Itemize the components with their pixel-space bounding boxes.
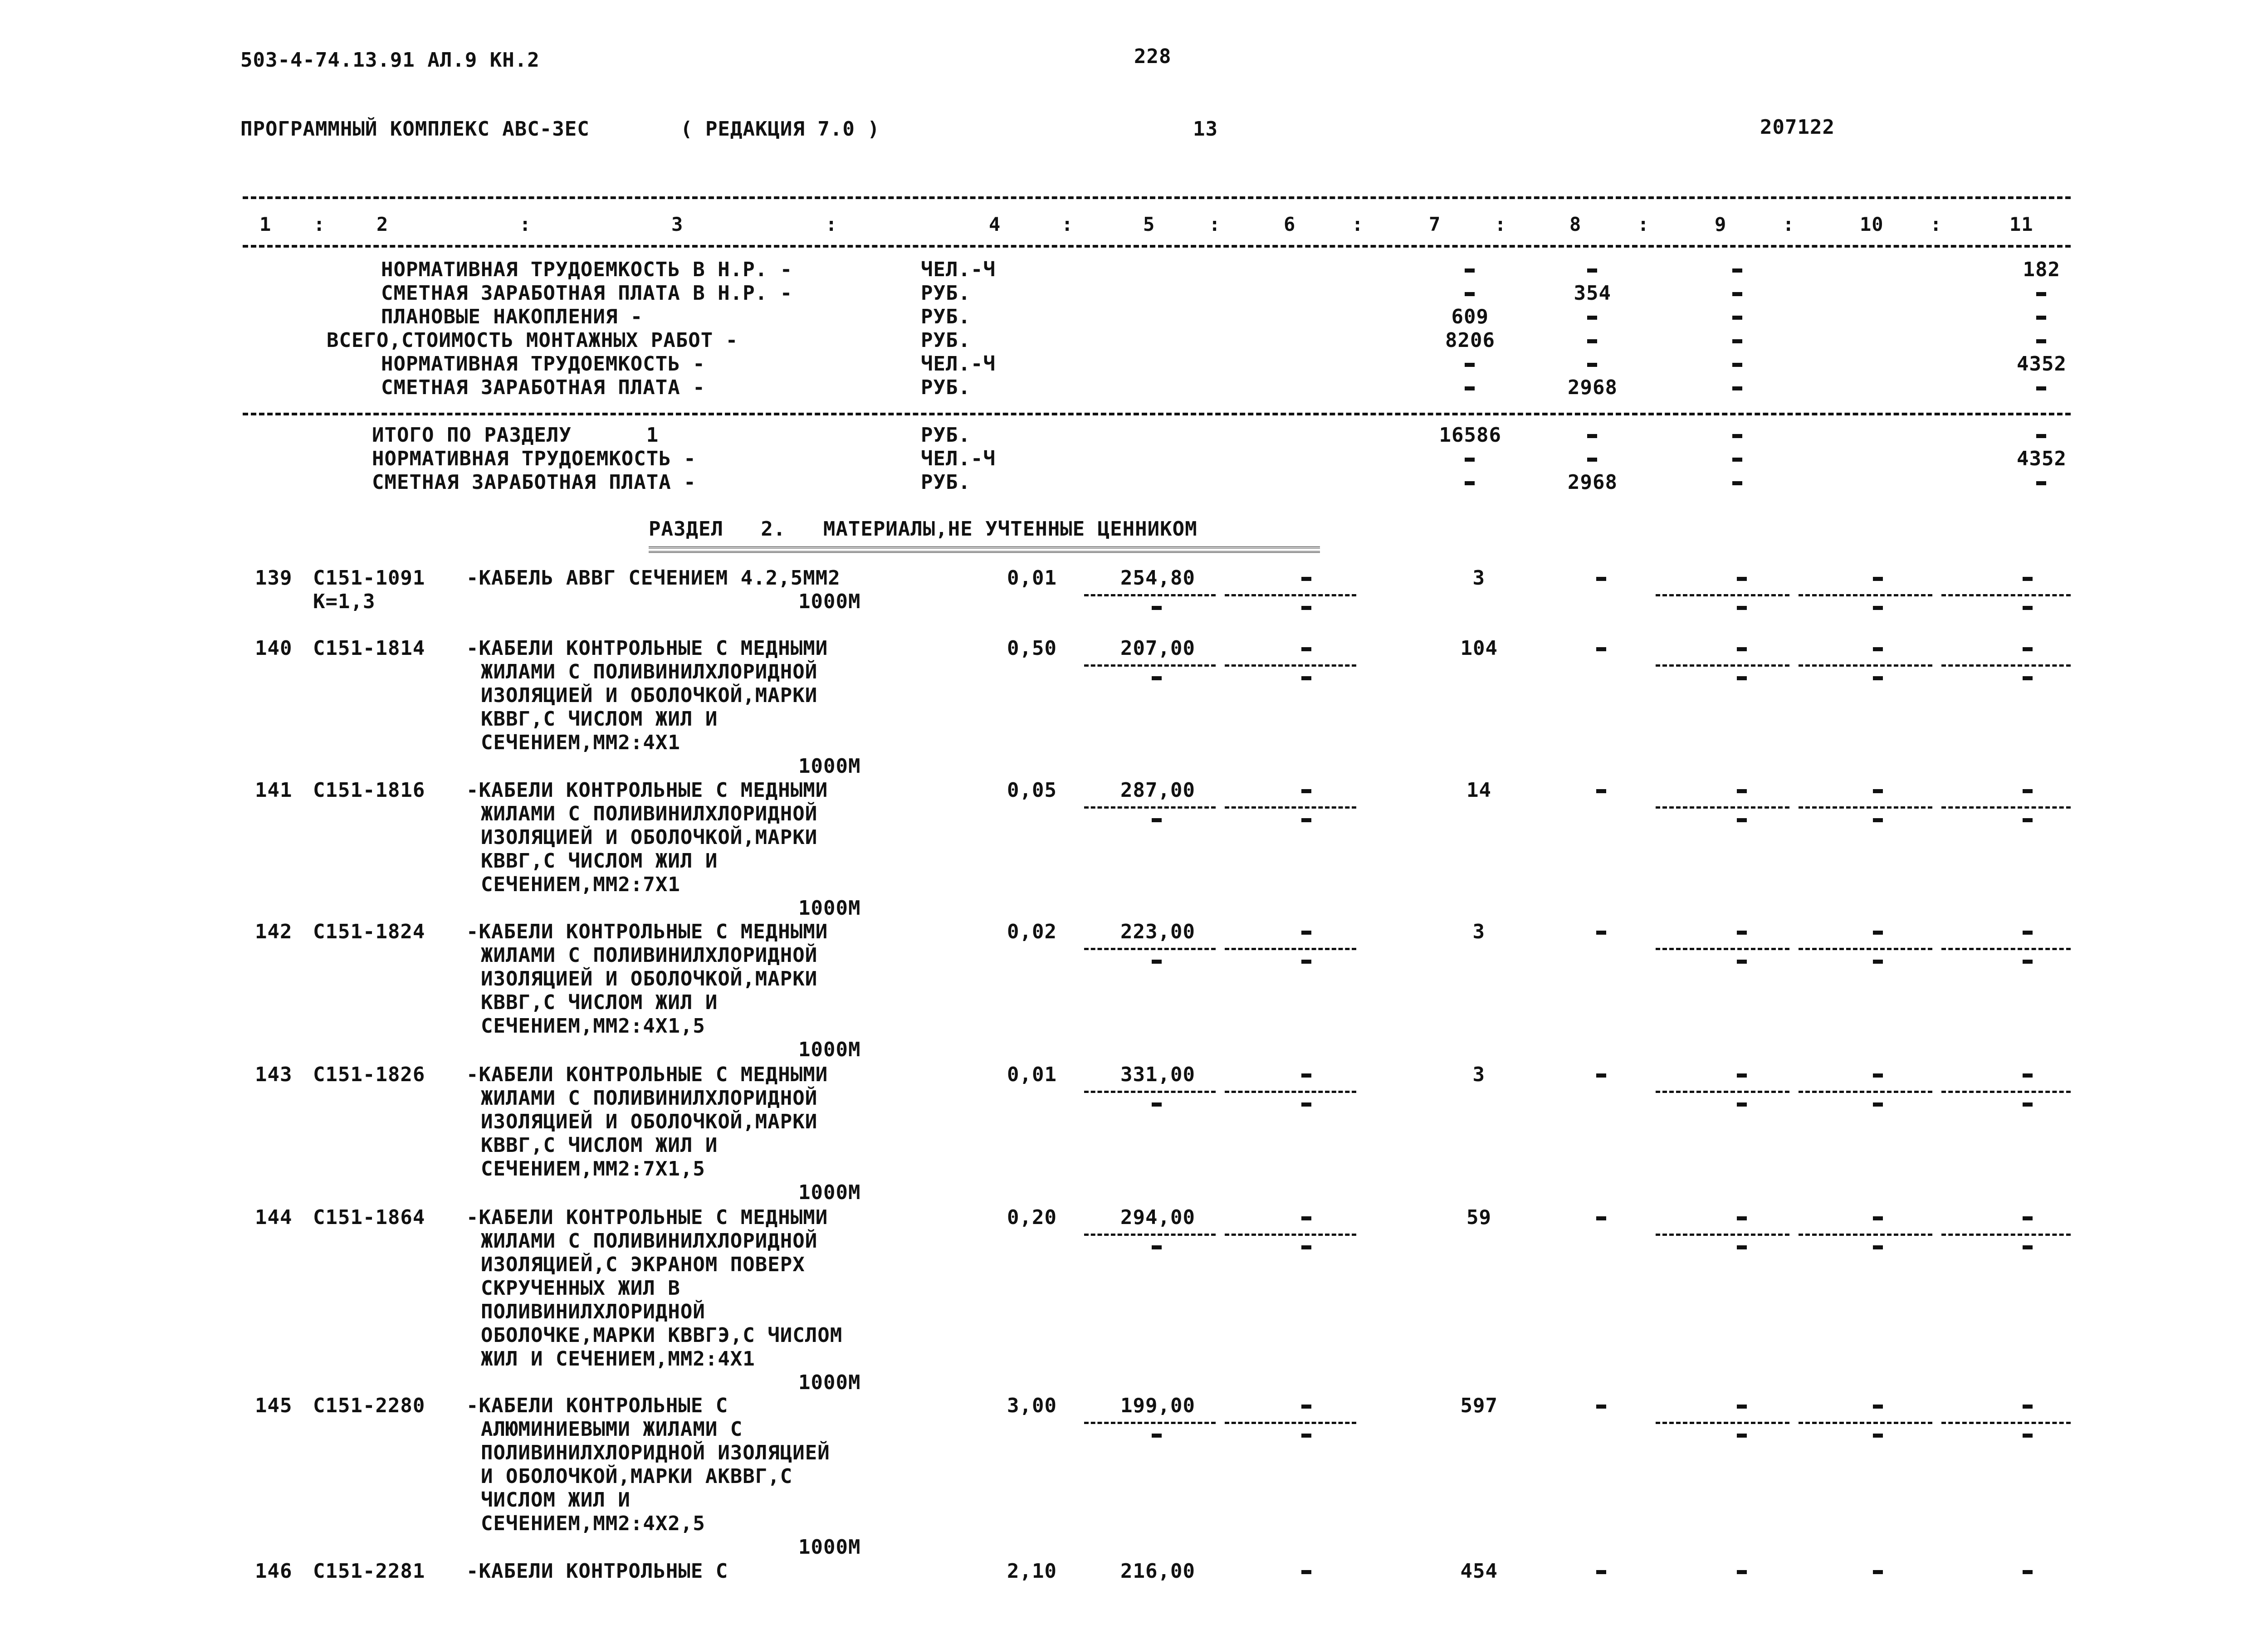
item-col7: 3	[1472, 1063, 1485, 1086]
item-description-line: СЕЧЕНИЕМ,ММ2:7Х1	[481, 873, 680, 896]
item-description-line: КВВГ,С ЧИСЛОМ ЖИЛ И	[481, 1134, 718, 1157]
item-subtotal-dash	[2023, 1434, 2033, 1438]
item-col9-rule	[1656, 806, 1789, 809]
item-price: 207,00	[1120, 637, 1195, 660]
item-quantity: 0,02	[1007, 920, 1057, 943]
item-subtotal-dash	[1152, 1102, 1162, 1107]
summary-label: НОРМАТИВНАЯ ТРУДОЕМКОСТЬ -	[372, 447, 696, 470]
item-code: С151-2281	[313, 1560, 425, 1583]
item-col6-rule	[1225, 806, 1356, 809]
item-subtotal-dash	[1301, 960, 1311, 964]
column-header-11: 11	[2009, 213, 2033, 235]
item-description-line: СЕЧЕНИЕМ,ММ2:7Х1,5	[481, 1157, 705, 1180]
item-subtotal-dash	[1737, 1245, 1747, 1249]
summary-c7-dash	[1465, 363, 1475, 367]
summary-unit: РУБ.	[921, 305, 971, 328]
item-subtotal-dash	[1737, 606, 1747, 610]
item-col9-dash	[1737, 1073, 1747, 1078]
item-description-line: АЛЮМИНИЕВЫМИ ЖИЛАМИ С	[481, 1418, 743, 1441]
item-subtotal-dash	[1873, 960, 1883, 964]
item-description-line: -КАБЕЛИ КОНТРОЛЬНЫЕ С	[466, 1394, 728, 1417]
column-separator: :	[1209, 213, 1221, 235]
column-separator: :	[826, 213, 838, 235]
item-price-rule	[1084, 1422, 1216, 1424]
doc-code: 503-4-74.13.91 АЛ.9 КН.2	[240, 49, 540, 72]
item-description-line: СКРУЧЕННЫХ ЖИЛ В	[481, 1277, 680, 1300]
column-header-3: 3	[671, 213, 684, 235]
item-col9-rule	[1656, 948, 1789, 950]
item-subtotal-dash	[1873, 676, 1883, 680]
item-subtotal-dash	[1737, 960, 1747, 964]
item-col11-rule	[1941, 1234, 2071, 1236]
column-header-4: 4	[989, 213, 1001, 235]
item-unit: 1000М	[798, 1038, 861, 1061]
item-subtotal-dash	[2023, 676, 2033, 680]
sheet-number: 13	[1193, 117, 1218, 141]
summary-unit: РУБ.	[921, 329, 971, 352]
summary-unit: ЧЕЛ.-Ч	[921, 447, 996, 470]
item-description-line: ЖИЛАМИ С ПОЛИВИНИЛХЛОРИДНОЙ	[481, 1229, 818, 1253]
summary-label: СМЕТНАЯ ЗАРАБОТНАЯ ПЛАТА -	[372, 471, 696, 494]
item-description-line: ИЗОЛЯЦИЕЙ И ОБОЛОЧКОЙ,МАРКИ	[481, 1110, 818, 1133]
item-col8-dash	[1596, 1216, 1606, 1220]
item-col9-dash	[1737, 647, 1747, 651]
item-code: С151-1824	[313, 920, 425, 943]
item-number: 143	[255, 1063, 293, 1086]
item-price: 294,00	[1120, 1206, 1195, 1229]
item-description-line: СЕЧЕНИЕМ,ММ2:4Х2,5	[481, 1512, 705, 1535]
section-title: РАЗДЕЛ 2. МАТЕРИАЛЫ,НЕ УЧТЕННЫЕ ЦЕННИКОМ	[649, 517, 1198, 541]
item-description-line: -КАБЕЛИ КОНТРОЛЬНЫЕ С МЕДНЫМИ	[466, 637, 828, 660]
item-col11-dash	[2023, 1570, 2033, 1574]
column-header-1: 1	[259, 213, 272, 235]
item-subtotal-dash	[1737, 818, 1747, 822]
summary-c8: 354	[1574, 282, 1611, 305]
item-subtotal-dash	[2023, 818, 2033, 822]
item-col7: 3	[1472, 566, 1485, 590]
item-description-line: -КАБЕЛИ КОНТРОЛЬНЫЕ С МЕДНЫМИ	[466, 920, 828, 943]
column-header-2: 2	[376, 213, 389, 235]
item-subtotal-dash	[1873, 1245, 1883, 1249]
date-code: 207122	[1760, 116, 1835, 139]
item-col7: 14	[1466, 779, 1491, 802]
column-header-7: 7	[1429, 213, 1441, 235]
item-col11-rule	[1941, 1422, 2071, 1424]
summary-c11-dash	[2036, 386, 2046, 390]
column-separator: :	[1352, 213, 1364, 235]
summary-rule	[243, 413, 2071, 415]
item-number: 140	[255, 637, 293, 660]
item-unit: 1000М	[798, 897, 861, 920]
item-number: 145	[255, 1394, 293, 1417]
item-price-rule	[1084, 1234, 1216, 1236]
item-col9-dash	[1737, 1405, 1747, 1409]
summary-c7: 609	[1451, 305, 1489, 328]
item-description-line: КВВГ,С ЧИСЛОМ ЖИЛ И	[481, 991, 718, 1014]
item-description-line: -КАБЕЛИ КОНТРОЛЬНЫЕ С МЕДНЫМИ	[466, 1206, 828, 1229]
item-description-line: -КАБЕЛИ КОНТРОЛЬНЫЕ С МЕДНЫМИ	[466, 779, 828, 802]
item-price-rule	[1084, 664, 1216, 667]
item-subtotal-dash	[1152, 606, 1162, 610]
column-separator: :	[1061, 213, 1074, 235]
item-col11-dash	[2023, 1073, 2033, 1078]
item-description-line: ИЗОЛЯЦИЕЙ И ОБОЛОЧКОЙ,МАРКИ	[481, 684, 818, 707]
item-subtotal-dash	[2023, 606, 2033, 610]
summary-c11: 4352	[2017, 447, 2067, 470]
summary-c8-dash	[1587, 316, 1597, 320]
item-price: 254,80	[1120, 566, 1195, 590]
column-header-6: 6	[1284, 213, 1296, 235]
item-col10-dash	[1873, 1570, 1883, 1574]
item-unit: 1000М	[798, 1371, 861, 1394]
item-subtotal-dash	[1152, 1434, 1162, 1438]
item-col6-dash	[1301, 1570, 1311, 1574]
summary-c11-dash	[2036, 339, 2046, 343]
column-separator: :	[1783, 213, 1795, 235]
item-quantity: 0,50	[1007, 637, 1057, 660]
item-subtotal-dash	[1152, 676, 1162, 680]
item-description-line: ПОЛИВИНИЛХЛОРИДНОЙ ИЗОЛЯЦИЕЙ	[481, 1441, 830, 1464]
column-header-9: 9	[1715, 213, 1727, 235]
item-subtotal-dash	[1737, 1434, 1747, 1438]
item-col6-dash	[1301, 577, 1311, 581]
item-subtotal-dash	[1152, 818, 1162, 822]
item-col7: 59	[1466, 1206, 1491, 1229]
item-col9-rule	[1656, 594, 1789, 596]
item-quantity: 0,05	[1007, 779, 1057, 802]
column-separator: :	[519, 213, 532, 235]
item-description-line: ОБОЛОЧКЕ,МАРКИ КВВГЭ,С ЧИСЛОМ	[481, 1324, 843, 1347]
program-name: ПРОГРАММНЫЙ КОМПЛЕКС АВС-3ЕС	[240, 117, 590, 141]
item-description-line: ЖИЛАМИ С ПОЛИВИНИЛХЛОРИДНОЙ	[481, 802, 818, 825]
item-subtotal-dash	[1301, 1434, 1311, 1438]
item-col10-rule	[1799, 806, 1932, 809]
item-unit: 1000М	[798, 1181, 861, 1204]
item-description-line: ИЗОЛЯЦИЕЙ,С ЭКРАНОМ ПОВЕРХ	[481, 1253, 805, 1276]
summary-unit: ЧЕЛ.-Ч	[921, 352, 996, 376]
summary-c7-dash	[1465, 386, 1475, 390]
item-col11-rule	[1941, 806, 2071, 809]
item-description-line: ИЗОЛЯЦИЕЙ И ОБОЛОЧКОЙ,МАРКИ	[481, 967, 818, 990]
item-col6-rule	[1225, 948, 1356, 950]
item-subtotal-dash	[1873, 606, 1883, 610]
item-subtotal-dash	[1301, 676, 1311, 680]
summary-c7-dash	[1465, 292, 1475, 296]
item-col7: 3	[1472, 920, 1485, 943]
item-description-line: -КАБЕЛИ КОНТРОЛЬНЫЕ С	[466, 1560, 728, 1583]
item-description-line: СЕЧЕНИЕМ,ММ2:4Х1	[481, 731, 680, 754]
item-col6-rule	[1225, 1234, 1356, 1236]
item-col7: 597	[1460, 1394, 1498, 1417]
column-header-rule	[243, 245, 2071, 248]
item-subtotal-dash	[1301, 1102, 1311, 1107]
item-col10-dash	[1873, 1405, 1883, 1409]
item-col11-dash	[2023, 931, 2033, 935]
item-col8-dash	[1596, 1405, 1606, 1409]
item-number: 142	[255, 920, 293, 943]
item-description-line: И ОБОЛОЧКОЙ,МАРКИ АКВВГ,С	[481, 1465, 793, 1488]
item-col9-rule	[1656, 664, 1789, 667]
summary-label: СМЕТНАЯ ЗАРАБОТНАЯ ПЛАТА -	[381, 376, 705, 399]
item-price: 199,00	[1120, 1394, 1195, 1417]
column-header-8: 8	[1569, 213, 1582, 235]
column-header-5: 5	[1143, 213, 1155, 235]
summary-label: НОРМАТИВНАЯ ТРУДОЕМКОСТЬ -	[381, 352, 705, 376]
item-col8-dash	[1596, 789, 1606, 793]
item-description-line: КВВГ,С ЧИСЛОМ ЖИЛ И	[481, 707, 718, 731]
summary-c7-dash	[1465, 481, 1475, 485]
item-unit: 1000М	[798, 590, 861, 613]
item-col9-dash	[1737, 1570, 1747, 1574]
summary-c7-dash	[1465, 458, 1475, 462]
summary-c11-dash	[2036, 292, 2046, 296]
item-col6-dash	[1301, 931, 1311, 935]
summary-c7: 8206	[1445, 329, 1495, 352]
item-col6-rule	[1225, 1091, 1356, 1093]
item-unit: 1000М	[798, 1536, 861, 1559]
item-coefficient: К=1,3	[313, 590, 376, 613]
item-col11-rule	[1941, 594, 2071, 596]
item-description-line: СЕЧЕНИЕМ,ММ2:4Х1,5	[481, 1015, 705, 1038]
item-description-line: -КАБЕЛИ КОНТРОЛЬНЫЕ С МЕДНЫМИ	[466, 1063, 828, 1086]
item-col11-dash	[2023, 789, 2033, 793]
summary-label: СМЕТНАЯ ЗАРАБОТНАЯ ПЛАТА В Н.Р. -	[381, 282, 793, 305]
item-col11-dash	[2023, 1405, 2033, 1409]
item-col10-dash	[1873, 647, 1883, 651]
item-number: 141	[255, 779, 293, 802]
item-code: С151-1864	[313, 1206, 425, 1229]
item-subtotal-dash	[2023, 1102, 2033, 1107]
summary-c11-dash	[2036, 481, 2046, 485]
item-col6-dash	[1301, 789, 1311, 793]
item-price: 331,00	[1120, 1063, 1195, 1086]
summary-c9-dash	[1732, 386, 1742, 390]
item-col9-rule	[1656, 1091, 1789, 1093]
item-description-line: ЖИЛАМИ С ПОЛИВИНИЛХЛОРИДНОЙ	[481, 660, 818, 683]
item-price-rule	[1084, 1091, 1216, 1093]
item-code: С151-1814	[313, 637, 425, 660]
item-col11-rule	[1941, 664, 2071, 667]
summary-c8-dash	[1587, 363, 1597, 367]
item-subtotal-dash	[2023, 960, 2033, 964]
item-description-line: ЧИСЛОМ ЖИЛ И	[481, 1488, 631, 1512]
summary-c9-dash	[1732, 268, 1742, 273]
item-subtotal-dash	[2023, 1245, 2033, 1249]
item-subtotal-dash	[1873, 818, 1883, 822]
item-col11-dash	[2023, 1216, 2033, 1220]
item-description-line: КВВГ,С ЧИСЛОМ ЖИЛ И	[481, 849, 718, 873]
summary-c8-dash	[1587, 339, 1597, 343]
item-description-line: ЖИЛАМИ С ПОЛИВИНИЛХЛОРИДНОЙ	[481, 1087, 818, 1110]
item-description-line: ЖИЛ И СЕЧЕНИЕМ,ММ2:4Х1	[481, 1347, 755, 1371]
item-col8-dash	[1596, 577, 1606, 581]
table-top-rule	[243, 196, 2071, 199]
item-col6-dash	[1301, 1405, 1311, 1409]
summary-c7: 16586	[1439, 424, 1501, 447]
summary-c11-dash	[2036, 316, 2046, 320]
item-quantity: 2,10	[1007, 1560, 1057, 1583]
item-number: 146	[255, 1560, 293, 1583]
item-quantity: 3,00	[1007, 1394, 1057, 1417]
item-col6-rule	[1225, 594, 1356, 596]
item-col10-dash	[1873, 1216, 1883, 1220]
item-code: С151-1826	[313, 1063, 425, 1086]
item-subtotal-dash	[1152, 1245, 1162, 1249]
summary-c9-dash	[1732, 292, 1742, 296]
item-col9-rule	[1656, 1422, 1789, 1424]
item-unit: 1000М	[798, 755, 861, 778]
item-col9-dash	[1737, 577, 1747, 581]
summary-label: ВСЕГО,СТОИМОСТЬ МОНТАЖНЫХ РАБОТ -	[327, 329, 738, 352]
item-subtotal-dash	[1737, 1102, 1747, 1107]
item-col10-rule	[1799, 1234, 1932, 1236]
item-subtotal-dash	[1873, 1102, 1883, 1107]
summary-c9-dash	[1732, 458, 1742, 462]
item-price: 223,00	[1120, 920, 1195, 943]
item-col10-dash	[1873, 789, 1883, 793]
item-number: 144	[255, 1206, 293, 1229]
summary-c11: 182	[2023, 258, 2060, 281]
item-price-rule	[1084, 806, 1216, 809]
item-col9-dash	[1737, 1216, 1747, 1220]
item-col10-rule	[1799, 948, 1932, 950]
item-col6-dash	[1301, 1216, 1311, 1220]
item-price-rule	[1084, 948, 1216, 950]
item-quantity: 0,01	[1007, 566, 1057, 590]
item-subtotal-dash	[1873, 1434, 1883, 1438]
item-col11-rule	[1941, 1091, 2071, 1093]
item-price: 287,00	[1120, 779, 1195, 802]
column-header-10: 10	[1860, 213, 1884, 235]
item-col10-rule	[1799, 664, 1932, 667]
item-col7: 454	[1460, 1560, 1498, 1583]
summary-c9-dash	[1732, 481, 1742, 485]
item-code: С151-1091	[313, 566, 425, 590]
page-number: 228	[1134, 45, 1172, 68]
summary-unit: ЧЕЛ.-Ч	[921, 258, 996, 281]
item-col6-dash	[1301, 647, 1311, 651]
item-col9-dash	[1737, 931, 1747, 935]
item-col11-rule	[1941, 948, 2071, 950]
item-col8-dash	[1596, 931, 1606, 935]
item-code: С151-1816	[313, 779, 425, 802]
item-description-line: ПОЛИВИНИЛХЛОРИДНОЙ	[481, 1300, 705, 1323]
summary-c8-dash	[1587, 268, 1597, 273]
summary-c9-dash	[1732, 363, 1742, 367]
item-col8-dash	[1596, 647, 1606, 651]
item-col10-rule	[1799, 594, 1932, 596]
item-col9-rule	[1656, 1234, 1789, 1236]
summary-c8-dash	[1587, 458, 1597, 462]
item-col7: 104	[1460, 637, 1498, 660]
item-quantity: 0,01	[1007, 1063, 1057, 1086]
item-quantity: 0,20	[1007, 1206, 1057, 1229]
section-title-underline	[649, 546, 1320, 553]
item-price: 216,00	[1120, 1560, 1195, 1583]
summary-unit: РУБ.	[921, 424, 971, 447]
column-separator: :	[1637, 213, 1650, 235]
item-col10-rule	[1799, 1091, 1932, 1093]
item-description-line: ЖИЛАМИ С ПОЛИВИНИЛХЛОРИДНОЙ	[481, 944, 818, 967]
item-description-line: ИЗОЛЯЦИЕЙ И ОБОЛОЧКОЙ,МАРКИ	[481, 826, 818, 849]
summary-c9-dash	[1732, 339, 1742, 343]
item-col8-dash	[1596, 1570, 1606, 1574]
summary-c8: 2968	[1568, 471, 1618, 494]
summary-label: ПЛАНОВЫЕ НАКОПЛЕНИЯ -	[381, 305, 643, 328]
summary-unit: РУБ.	[921, 376, 971, 399]
summary-c8-dash	[1587, 434, 1597, 438]
item-col11-dash	[2023, 577, 2033, 581]
item-col10-dash	[1873, 1073, 1883, 1078]
summary-c11-dash	[2036, 434, 2046, 438]
item-subtotal-dash	[1301, 818, 1311, 822]
item-col6-rule	[1225, 664, 1356, 667]
summary-label: ИТОГО ПО РАЗДЕЛУ 1	[372, 424, 659, 447]
summary-c7-dash	[1465, 268, 1475, 273]
item-col6-dash	[1301, 1073, 1311, 1078]
item-col10-dash	[1873, 577, 1883, 581]
program-edition: ( РЕДАКЦИЯ 7.0 )	[680, 117, 880, 141]
item-subtotal-dash	[1301, 1245, 1311, 1249]
item-subtotal-dash	[1301, 606, 1311, 610]
item-price-rule	[1084, 594, 1216, 596]
item-col10-rule	[1799, 1422, 1932, 1424]
item-col9-dash	[1737, 789, 1747, 793]
column-separator: :	[313, 213, 326, 235]
item-col10-dash	[1873, 931, 1883, 935]
summary-c8: 2968	[1568, 376, 1618, 399]
item-subtotal-dash	[1737, 676, 1747, 680]
summary-unit: РУБ.	[921, 471, 971, 494]
summary-c9-dash	[1732, 316, 1742, 320]
summary-c9-dash	[1732, 434, 1742, 438]
item-subtotal-dash	[1152, 960, 1162, 964]
item-col11-dash	[2023, 647, 2033, 651]
summary-c11: 4352	[2017, 352, 2067, 376]
item-col8-dash	[1596, 1073, 1606, 1078]
item-number: 139	[255, 566, 293, 590]
item-description-line: -КАБЕЛЬ АВВГ СЕЧЕНИЕМ 4.2,5ММ2	[466, 566, 841, 590]
summary-label: НОРМАТИВНАЯ ТРУДОЕМКОСТЬ В Н.Р. -	[381, 258, 793, 281]
summary-unit: РУБ.	[921, 282, 971, 305]
column-separator: :	[1495, 213, 1507, 235]
item-code: С151-2280	[313, 1394, 425, 1417]
item-col6-rule	[1225, 1422, 1356, 1424]
column-separator: :	[1930, 213, 1942, 235]
